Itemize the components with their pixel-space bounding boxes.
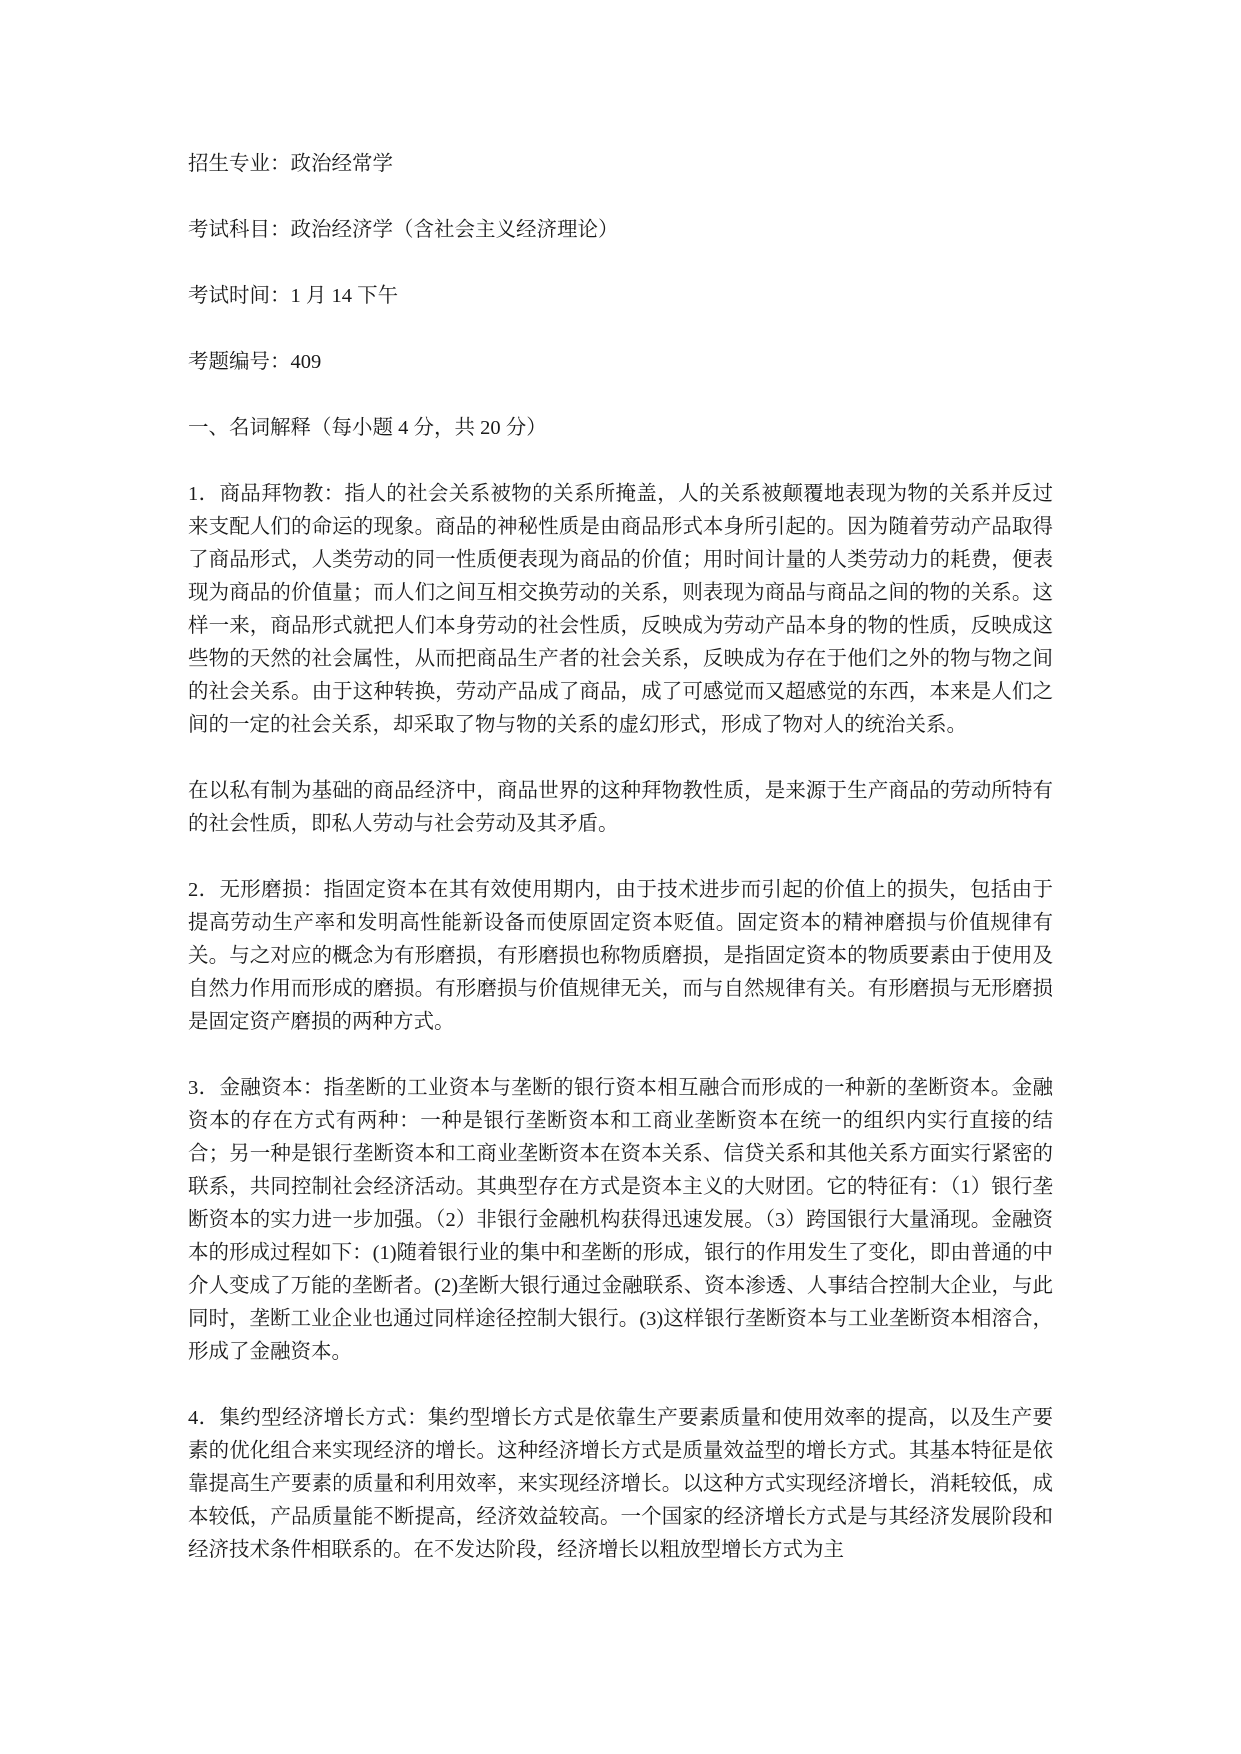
paragraph-intensive-growth: 4．集约型经济增长方式：集约型增长方式是依靠生产要素质量和使用效率的提高，以及生产要素的优化组合来实现经济的增长。这种经济增长方式是质量效益型的增长方式。其基本特征是依靠提高生产要素的质量和利用效率，来实现经济增长。以这种方式实现经济增长，消耗较低，成本较低，产品质量能不断提高，经济效益较高。一个国家的经济增长方式是与其经济发展阶段和经济技术条件相联系的。在不发达阶段，经济增长以粗放型增长方式为主 bbox=[188, 1407, 1053, 1561]
exam-time: 考试时间：1 月 14 下午 bbox=[188, 285, 399, 307]
exam-code: 考题编号：409 bbox=[188, 351, 322, 373]
exam-major: 招生专业：政治经常学 bbox=[188, 153, 393, 175]
paragraph-intangible-depreciation: 2．无形磨损：指固定资本在其有效使用期内，由于技术进步而引起的价值上的损失，包括由于提高劳动生产率和发明高性能新设备而使原固定资本贬值。固定资本的精神磨损与价值规律有关。与之对应的概念为有形磨损，有形磨损也称物质磨损，是指固定资本的物质要素由于使用及自然力作用而形成的磨损。有形磨损与价值规律无关，而与自然规律有关。有形磨损与无形磨损是固定资产磨损的两种方式。 bbox=[188, 879, 1053, 1033]
document-body bbox=[188, 148, 1053, 1567]
paragraph-finance-capital: 3．金融资本：指垄断的工业资本与垄断的银行资本相互融合而形成的一种新的垄断资本。金融资本的存在方式有两种：一种是银行垄断资本和工商业垄断资本在统一的组织内实行直接的结合；另一种是银行垄断资本和工商业垄断资本在资本关系、信贷关系和其他关系方面实行紧密的联系，共同控制社会经济活动。其典型存在方式是资本主义的大财团。它的特征有：（1）银行垄断资本的实力进一步加强。（2）非银行金融机构获得迅速发展。（3）跨国银行大量涌现。金融资本的形成过程如下：(1)随着银行业的集中和垄断的形成，银行的作用发生了变化，即由普通的中介人变成了万能的垄断者。(2)垄断大银行通过金融联系、资本渗透、人事结合控制大企业，与此同时，垄断工业企业也通过同样途径控制大银行。(3)这样银行垄断资本与工业垄断资本相溶合，形成了金融资本。 bbox=[188, 1077, 1053, 1363]
paragraph-fetishism-source: 在以私有制为基础的商品经济中，商品世界的这种拜物教性质，是来源于生产商品的劳动所特有的社会性质，即私人劳动与社会劳动及其矛盾。 bbox=[188, 780, 1053, 835]
section-heading-terms: 一、名词解释（每小题 4 分，共 20 分） bbox=[188, 417, 547, 439]
paragraph-commodity-fetishism: 1．商品拜物教：指人的社会关系被物的关系所掩盖，人的关系被颠覆地表现为物的关系并反过来支配人们的命运的现象。商品的神秘性质是由商品形式本身所引起的。因为随着劳动产品取得了商品形式，人类劳动的同一性质便表现为商品的价值；用时间计量的人类劳动力的耗费，便表现为商品的价值量；而人们之间互相交换劳动的关系，则表现为商品与商品之间的物的关系。这样一来，商品形式就把人们本身劳动的社会性质，反映成为劳动产品本身的物的性质，反映成这些物的天然的社会属性，从而把商品生产者的社会关系，反映成为存在于他们之外的物与物之间的社会关系。由于这种转换，劳动产品成了商品，成了可感觉而又超感觉的东西，本来是人们之间的一定的社会关系，却采取了物与物的关系的虚幻形式，形成了物对人的统治关系。 bbox=[188, 483, 1053, 736]
exam-subject: 考试科目：政治经济学（含社会主义经济理论） bbox=[188, 219, 619, 241]
